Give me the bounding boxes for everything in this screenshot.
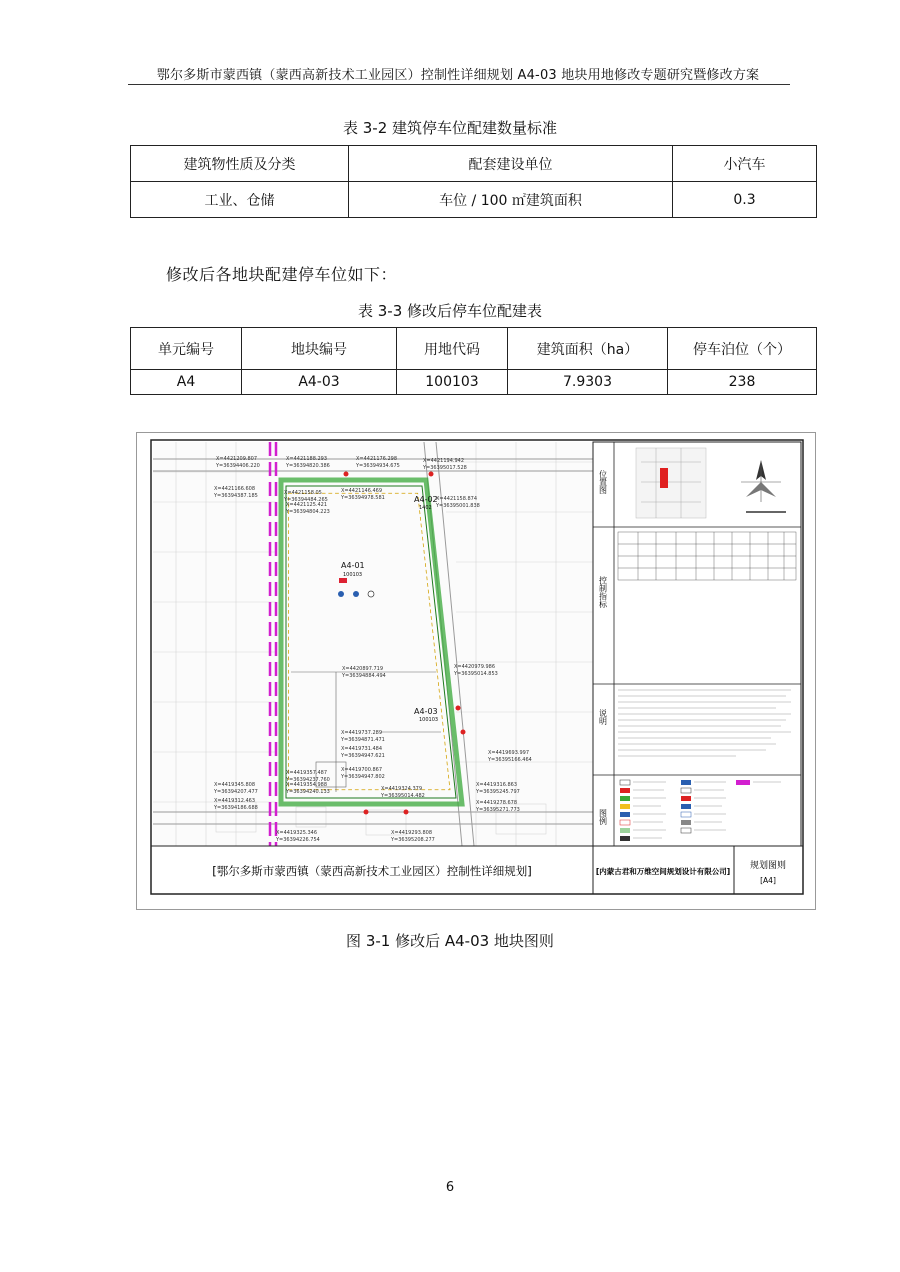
coord-label: Y=36394978.581 xyxy=(341,495,385,501)
coord-label: X=4420979.986 xyxy=(454,664,496,670)
table1-header: 配套建设单位 xyxy=(349,146,673,182)
table2-header: 单元编号 xyxy=(131,328,242,370)
table1-caption: 表 3-2 建筑停车位配建数量标准 xyxy=(342,119,558,137)
legend-panel xyxy=(593,442,801,846)
coord-label: X=4419316.863 xyxy=(476,782,518,788)
parcel-label-a4-02: A4-02 xyxy=(414,495,438,504)
facility-icon xyxy=(368,591,374,597)
coord-label: Y=36394947.621 xyxy=(341,753,385,759)
parcel-code-a4-01: 100103 xyxy=(343,572,363,578)
coord-label: Y=36395271.773 xyxy=(476,807,520,813)
body-paragraph: 修改后各地块配建停车位如下： xyxy=(166,265,398,284)
coord-label: Y=36395208.277 xyxy=(391,837,435,843)
coord-label: X=4421166.608 xyxy=(214,486,256,492)
coord-label: X=4421125.421 xyxy=(286,502,328,508)
coord-label: X=4421194.942 xyxy=(423,458,465,464)
table2-cell: A4-03 xyxy=(242,370,397,395)
coord-label: Y=36394934.675 xyxy=(356,463,400,469)
page-number: 6 xyxy=(445,1180,455,1195)
map-area xyxy=(153,442,593,846)
footer-label: 规划图则 xyxy=(749,861,787,871)
table1-cell: 工业、仓储 xyxy=(131,182,349,218)
facility-icon xyxy=(339,578,347,583)
coord-label: X=4419312.463 xyxy=(214,798,256,804)
table2-header: 地块编号 xyxy=(242,328,397,370)
coord-label: X=4419278.678 xyxy=(476,800,518,806)
coord-label: Y=36395166.464 xyxy=(488,757,532,763)
coord-label: Y=36394186.688 xyxy=(214,805,258,811)
table2-cell: 238 xyxy=(668,370,817,395)
parking-allocation-table xyxy=(130,327,817,395)
coord-label: Y=36395014.853 xyxy=(454,671,498,677)
table2-cell: 100103 xyxy=(397,370,508,395)
legend-section-legend: 图例 xyxy=(598,809,608,825)
parcel-label-a4-01: A4-01 xyxy=(341,561,365,570)
table2-cell: 7.9303 xyxy=(508,370,668,395)
coord-label: Y=36394820.386 xyxy=(286,463,330,469)
parking-standard-table xyxy=(130,145,817,218)
parcel-code-a4-03: 100103 xyxy=(419,717,439,723)
planning-map-figure xyxy=(136,432,816,910)
coord-label: X=4421188.293 xyxy=(286,456,328,462)
coord-label: Y=36395245.797 xyxy=(476,789,520,795)
coord-label: Y=36395001.838 xyxy=(436,503,480,509)
coord-label: Y=36394406.220 xyxy=(216,463,260,469)
table2-header: 停车泊位（个） xyxy=(668,328,817,370)
table2-cell: A4 xyxy=(131,370,242,395)
coord-label: X=4421158.05 xyxy=(284,490,322,496)
parcel-code-a4-02: 1402 xyxy=(419,505,432,511)
coord-label: X=4419737.289 xyxy=(341,730,383,736)
coord-label: X=4419700.867 xyxy=(341,767,383,773)
legend-section-location: 位置图 xyxy=(598,470,608,494)
coord-label: Y=36394207.477 xyxy=(214,789,258,795)
coord-label: Y=36394484.265 xyxy=(284,497,328,503)
coord-label: X=4419345.808 xyxy=(214,782,256,788)
footer-title: [鄂尔多斯市蒙西镇（蒙西高新技术工业园区）控制性详细规划] xyxy=(212,864,532,878)
coord-label: Y=36395014.482 xyxy=(381,793,425,799)
coord-label: X=4419354.988 xyxy=(286,782,328,788)
coord-label: X=4421209.807 xyxy=(216,456,258,462)
location-minimap xyxy=(636,448,706,518)
coord-label: X=4419731.484 xyxy=(341,746,383,752)
footer-company: [内蒙古君和万维空间规划设计有限公司] xyxy=(595,867,731,876)
coord-label: X=4419325.346 xyxy=(276,830,318,836)
coord-label: X=4419293.808 xyxy=(391,830,433,836)
coord-label: Y=36394947.802 xyxy=(341,774,385,780)
figure-caption: 图 3-1 修改后 A4-03 地块图则 xyxy=(346,932,554,950)
footer-sub: [A4] xyxy=(760,876,776,885)
parcel-label-a4-03: A4-03 xyxy=(414,707,438,716)
coord-label: Y=36394237.760 xyxy=(286,777,330,783)
coord-label: X=4421158.874 xyxy=(436,496,478,502)
legend-section-indicators: 控制指标 xyxy=(598,576,608,608)
table1-header: 建筑物性质及分类 xyxy=(131,146,349,182)
coord-label: Y=36395017.528 xyxy=(423,465,467,471)
coord-label: Y=36394226.754 xyxy=(276,837,320,843)
table2-header: 建筑面积（ha） xyxy=(508,328,668,370)
coord-label: Y=36394387.185 xyxy=(214,493,258,499)
location-marker xyxy=(660,468,668,488)
coord-label: X=4419324.379 xyxy=(381,786,423,792)
coord-label: X=4419693.997 xyxy=(488,750,530,756)
facility-icon xyxy=(338,591,344,597)
coord-label: X=4421176.298 xyxy=(356,456,398,462)
table1-header: 小汽车 xyxy=(673,146,817,182)
coord-label: X=4421146.469 xyxy=(341,488,383,494)
table2-caption: 表 3-3 修改后停车位配建表 xyxy=(357,302,543,320)
table1-cell: 0.3 xyxy=(673,182,817,218)
page-header: 鄂尔多斯市蒙西镇（蒙西高新技术工业园区）控制性详细规划 A4-03 地块用地修改专题研究暨修改方案 xyxy=(156,68,760,83)
table1-cell: 车位 / 100 ㎡建筑面积 xyxy=(349,182,673,218)
coord-label: Y=36394804.223 xyxy=(286,509,330,515)
legend-section-notes: 说明 xyxy=(598,709,608,725)
coord-label: Y=36394240.133 xyxy=(286,789,330,795)
facility-icon xyxy=(353,591,359,597)
table2-header: 用地代码 xyxy=(397,328,508,370)
coord-label: Y=36394884.494 xyxy=(342,673,386,679)
coord-label: X=4419357.487 xyxy=(286,770,328,776)
header-rule xyxy=(128,84,790,85)
coord-label: X=4420897.719 xyxy=(342,666,384,672)
coord-label: Y=36394871.471 xyxy=(341,737,385,743)
